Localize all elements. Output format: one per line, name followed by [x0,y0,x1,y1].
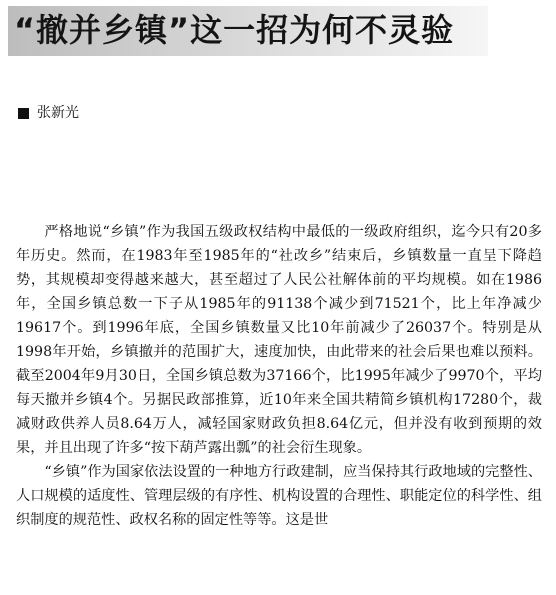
author-name: 张新光 [37,105,79,121]
black-square-icon [18,108,29,119]
paragraph-2: “乡镇”作为国家依法设置的一种地方行政建制，应当保持其行政地域的完整性、人口规模的适度性、管理层级的有序性、机构设置的合理性、职能定位的科学性、组织制度的规范性、政权名称的固定性等等。这是世 [16,464,542,528]
paragraph-1: 严格地说“乡镇”作为我国五级政权结构中最低的一级政府组织，迄今只有20多年历史。然而，在1983年至1985年的“社改乡”结束后，乡镇数量一直呈下降趋势，其规模却变得越来越大，甚至超过了人民公社解体前的平均规模。如在1986年，全国乡镇总数一下子从1985年的91138个减少到71521个，比上年净减少19617个。到1996年底，全国乡镇数量又比10年前减少了26037个。特别是从1998年开始，乡镇撤并的范围扩大，速度加快，由此带来的社会后果也难以预料。截至2004年9月30日，全国乡镇总数为37166个，比1995年减少了9970个，平均每天撤并乡镇4个。另据民政部推算，近10年来全国共精简乡镇机构17280个，裁减财政供养人员8.64万人，减轻国家财政负担8.64亿元，但并没有收到预期的效果，并且出现了许多“按下葫芦露出瓢”的社会衍生现象。 [16,224,542,456]
article-body [16,220,542,532]
article-title: “撤并乡镇”这一招为何不灵验 [14,11,455,49]
byline [18,104,79,122]
